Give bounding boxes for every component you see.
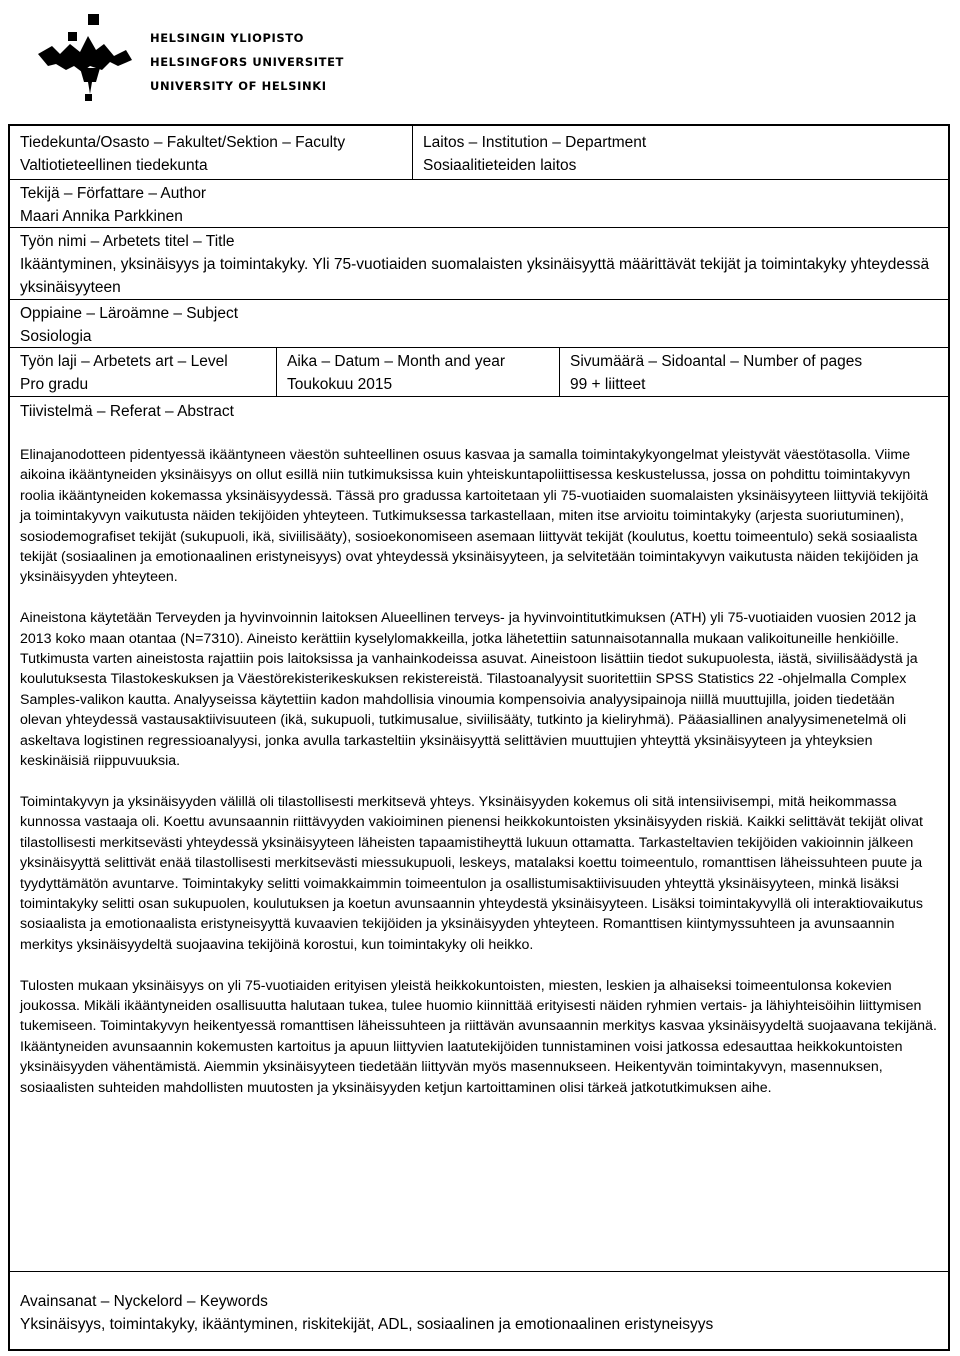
abstract-paragraph-1: Elinajanodotteen pidentyessä ikääntyneen väestön suhteellinen osuus kasvaa ja samalla toimintakykyongelmat yleistyvät väestötasolla. Viime aikoina ikääntyneiden yksinäisyys on ollut esillä niin tutkimuksissa kuin yhteiskuntapoliittisessa keskustelussa, jossa on pohdittu toimintakyvyn roolia ikääntyneiden kokemassa yksinäisyydessä. Tässä pro gradussa kartoitetaan yli 75-vuotiaiden suomalaisten yksinäisyyteen liittyviä tekijöitä ja toimintakyvyn vaikutusta näiden tekijöiden yhteyteen. Tutkimuksessa tarkastellaan, miten itse arvioitu toimintakyky (arjesta suoriutuminen), sosiodemografiset tekijät (sukupuoli, ikä, siviilisääty), sosioekonomiseen asemaan liittyvät tekijät (koulutus, koettu toimeentulo) sekä sosiaalista tekijät (sosiaalinen ja emotionaalinen eristyneisyys) ovat yhteydessä yksinäisyyteen, ja selvitetään toimintakyvyn vaikutusta näiden tekijöiden ja yksinäisyyden yhteyteen.	[20, 447, 929, 586]
level-label: Työn laji – Arbetets art – Level	[20, 353, 228, 370]
date-label: Aika – Datum – Month and year	[287, 353, 505, 370]
university-name-en: UNIVERSITY OF HELSINKI	[150, 79, 327, 93]
date-value: Toukokuu 2015	[287, 376, 393, 393]
flame-of-learning-icon	[30, 10, 142, 104]
faculty-department-row	[10, 126, 948, 180]
department-label: Laitos – Institution – Department	[423, 134, 647, 151]
author-label: Tekijä – Författare – Author	[20, 185, 207, 202]
subject-cell	[10, 300, 948, 347]
pages-cell	[559, 348, 948, 396]
subject-label: Oppiaine – Läroämne – Subject	[20, 305, 239, 322]
abstract-paragraph-4: Tulosten mukaan yksinäisyys on yli 75-vuotiaiden erityisen yleistä heikkokuntoisten, miesten, leskien ja alhaiseksi toimeentulonsa kokevien joukossa. Mikäli ikääntyneiden osallisuutta halutaan tukea, tulee huomio kiinnittää erityisesti näiden ryhmien vertais- ja lähiyhteisöihin liittymisen tukemiseen. Toimintakyvyn heikentyessä romanttisen läheissuhteen ja riittävän avunsaannin merkitys kasvaa yksinäisyydeltä suojaavana tekijänä. Ikääntyneiden avunsaannin kokemusten kartoitus ja apuun liittyvien laatutekijöiden tunnistaminen voisi jatkossa edesauttaa heikkokuntoisten yksinäisyyden vähentämistä. Aiemmin yksinäisyyteen tiedetään liittyvän myös masennukseen. Heikentyvän toimintakyvyn, masennuksen, sosiaalisten suhteiden mahdollisten muutosten ja yksinäisyyden ketjun kartoittaminen olisi tärkeä jatkotutkimuksen aihe.	[20, 977, 937, 1096]
date-cell	[276, 348, 559, 396]
keywords-value: Yksinäisyys, toimintakyky, ikääntyminen, riskitekijät, ADL, sosiaalinen ja emotionaalinen eristyneisyys	[20, 1316, 714, 1333]
faculty-label: Tiedekunta/Osasto – Fakultet/Sektion – Faculty	[20, 134, 346, 151]
university-name-sv: HELSINGFORS UNIVERSITET	[150, 55, 344, 69]
pages-value: 99 + liitteet	[570, 376, 646, 393]
level-value: Pro gradu	[20, 376, 89, 393]
abstract-form	[8, 124, 950, 1351]
subject-row	[10, 300, 948, 348]
title-value: Ikääntyminen, yksinäisyys ja toimintakyky. Yli 75-vuotiaiden suomalaisten yksinäisyyttä määrittävät tekijät ja toimintakyky yhteydessä yksinäisyyteen	[20, 256, 930, 296]
abstract-label: Tiivistelmä – Referat – Abstract	[20, 403, 234, 420]
department-value: Sosiaalitieteiden laitos	[423, 157, 577, 174]
level-cell	[10, 348, 276, 396]
title-row	[10, 228, 948, 300]
author-row	[10, 180, 948, 228]
subject-value: Sosiologia	[20, 328, 92, 345]
abstract-label-cell	[10, 400, 948, 423]
author-value: Maari Annika Parkkinen	[20, 208, 183, 225]
university-name-fi: HELSINGIN YLIOPISTO	[150, 31, 305, 45]
faculty-value: Valtiotieteellinen tiedekunta	[20, 157, 208, 174]
department-cell	[412, 126, 948, 179]
title-cell	[10, 228, 948, 299]
university-logo	[30, 10, 350, 110]
pages-label: Sivumäärä – Sidoantal – Number of pages	[570, 353, 863, 370]
abstract-paragraph-2: Aineistona käytetään Terveyden ja hyvinvoinnin laitoksen Alueellinen terveys- ja hyvinvointitutkimuksen (ATH) yli 75-vuotiaiden vuosien 2012 ja 2013 koko maan otantaa (N=7310). Aineisto kerättiin kyselylomakkeilla, jotka lähetettiin satunnaisotannalla mukaan valikoituneille henkiöille. Tutkimusta varten aineistosta rajattiin pois laitoksissa ja vanhainkodeissa asuvat. Aineistoon lisättiin tiedot sukupuolesta, iästä, siviilisäädystä ja koulutuksesta Tilastokeskuksen ja Väestörekisterikeskuksen rekistereistä. Tilastoanalyysit suoritettiin SPSS Statistics 22 -ohjelmalla Complex Samples-valikon kautta. Analyyseissa käytettiin kadon mahdollisia vinoumia kompensoivia analyysipainoja niillä muuttujilla, joiden tiedetään olevan yhteydessä vastausaktiivisuuteen (ikä, sukupuoli, tutkimusalue, siviilisääty, tutkinto ja kieliryhmä). Pääasiallinen analyysimenetelmä oli askeltava logistinen regressioanalyysi, jonka avulla tarkasteltiin yksinäisyyttä selittävien muuttujien yhteyttä yksinäisyyteen ja yhteyksien keskinäisiä riippuvuuksia.	[20, 610, 918, 770]
faculty-cell	[10, 126, 412, 179]
abstract-body	[10, 445, 948, 1118]
abstract-paragraph-3: Toimintakyvyn ja yksinäisyyden välillä oli tilastollisesti merkitsevä yhteys. Yksinäisyyden kokemus oli sitä intensiivisempi, mitä heikommassa kunnossa vastaaja oli. Koettu avunsaannin riittävyyden vakioiminen pienensi heikkokuntoisten yksinäisyyden riskiä. Kaikki selittävät tekijät olivat tilastollisesti merkitsevästi yhteydessä yksinäisyyteen läheisten tapaamistiheyttä lukuun ottamatta. Tarkasteltavien tekijöiden vakioinnin jälkeen yksinäisyyttä selittivät enää tilastollisesti merkitsevästi miessukupuoli, leskeys, matalaksi koettu toimeentulo, romanttisen läheissuhteen puute ja tyydyttämätön avuntarve. Toimintakyky selitti voimakkaimmin toimeentulon ja osallistumisaktiivisuuden yhteyttä yksinäisyyteen, minkä lisäksi toimintakyky selitti osan sukupuolen, koulutuksen ja koetun avunsaannin yhteydestä yksinäisyyteen. Lisäksi toimintakyvyllä oli interaktiovaikutus sosiaalista ja emotionaalista eristyneisyyttä kuvaavien tekijöiden ja yksinäisyyden yhteyteen. Romanttisen kiintymyssuhteen ja avunsaannin merkitys yksinäisyydeltä suojaavina tekijöinä korostui, kun toimintakyky oli heikko.	[20, 793, 923, 953]
keywords-label: Avainsanat – Nyckelord – Keywords	[20, 1293, 268, 1310]
keywords-cell	[10, 1271, 948, 1349]
level-date-pages-row	[10, 348, 948, 397]
author-cell	[10, 180, 948, 227]
title-label: Työn nimi – Arbetets titel – Title	[20, 233, 235, 250]
